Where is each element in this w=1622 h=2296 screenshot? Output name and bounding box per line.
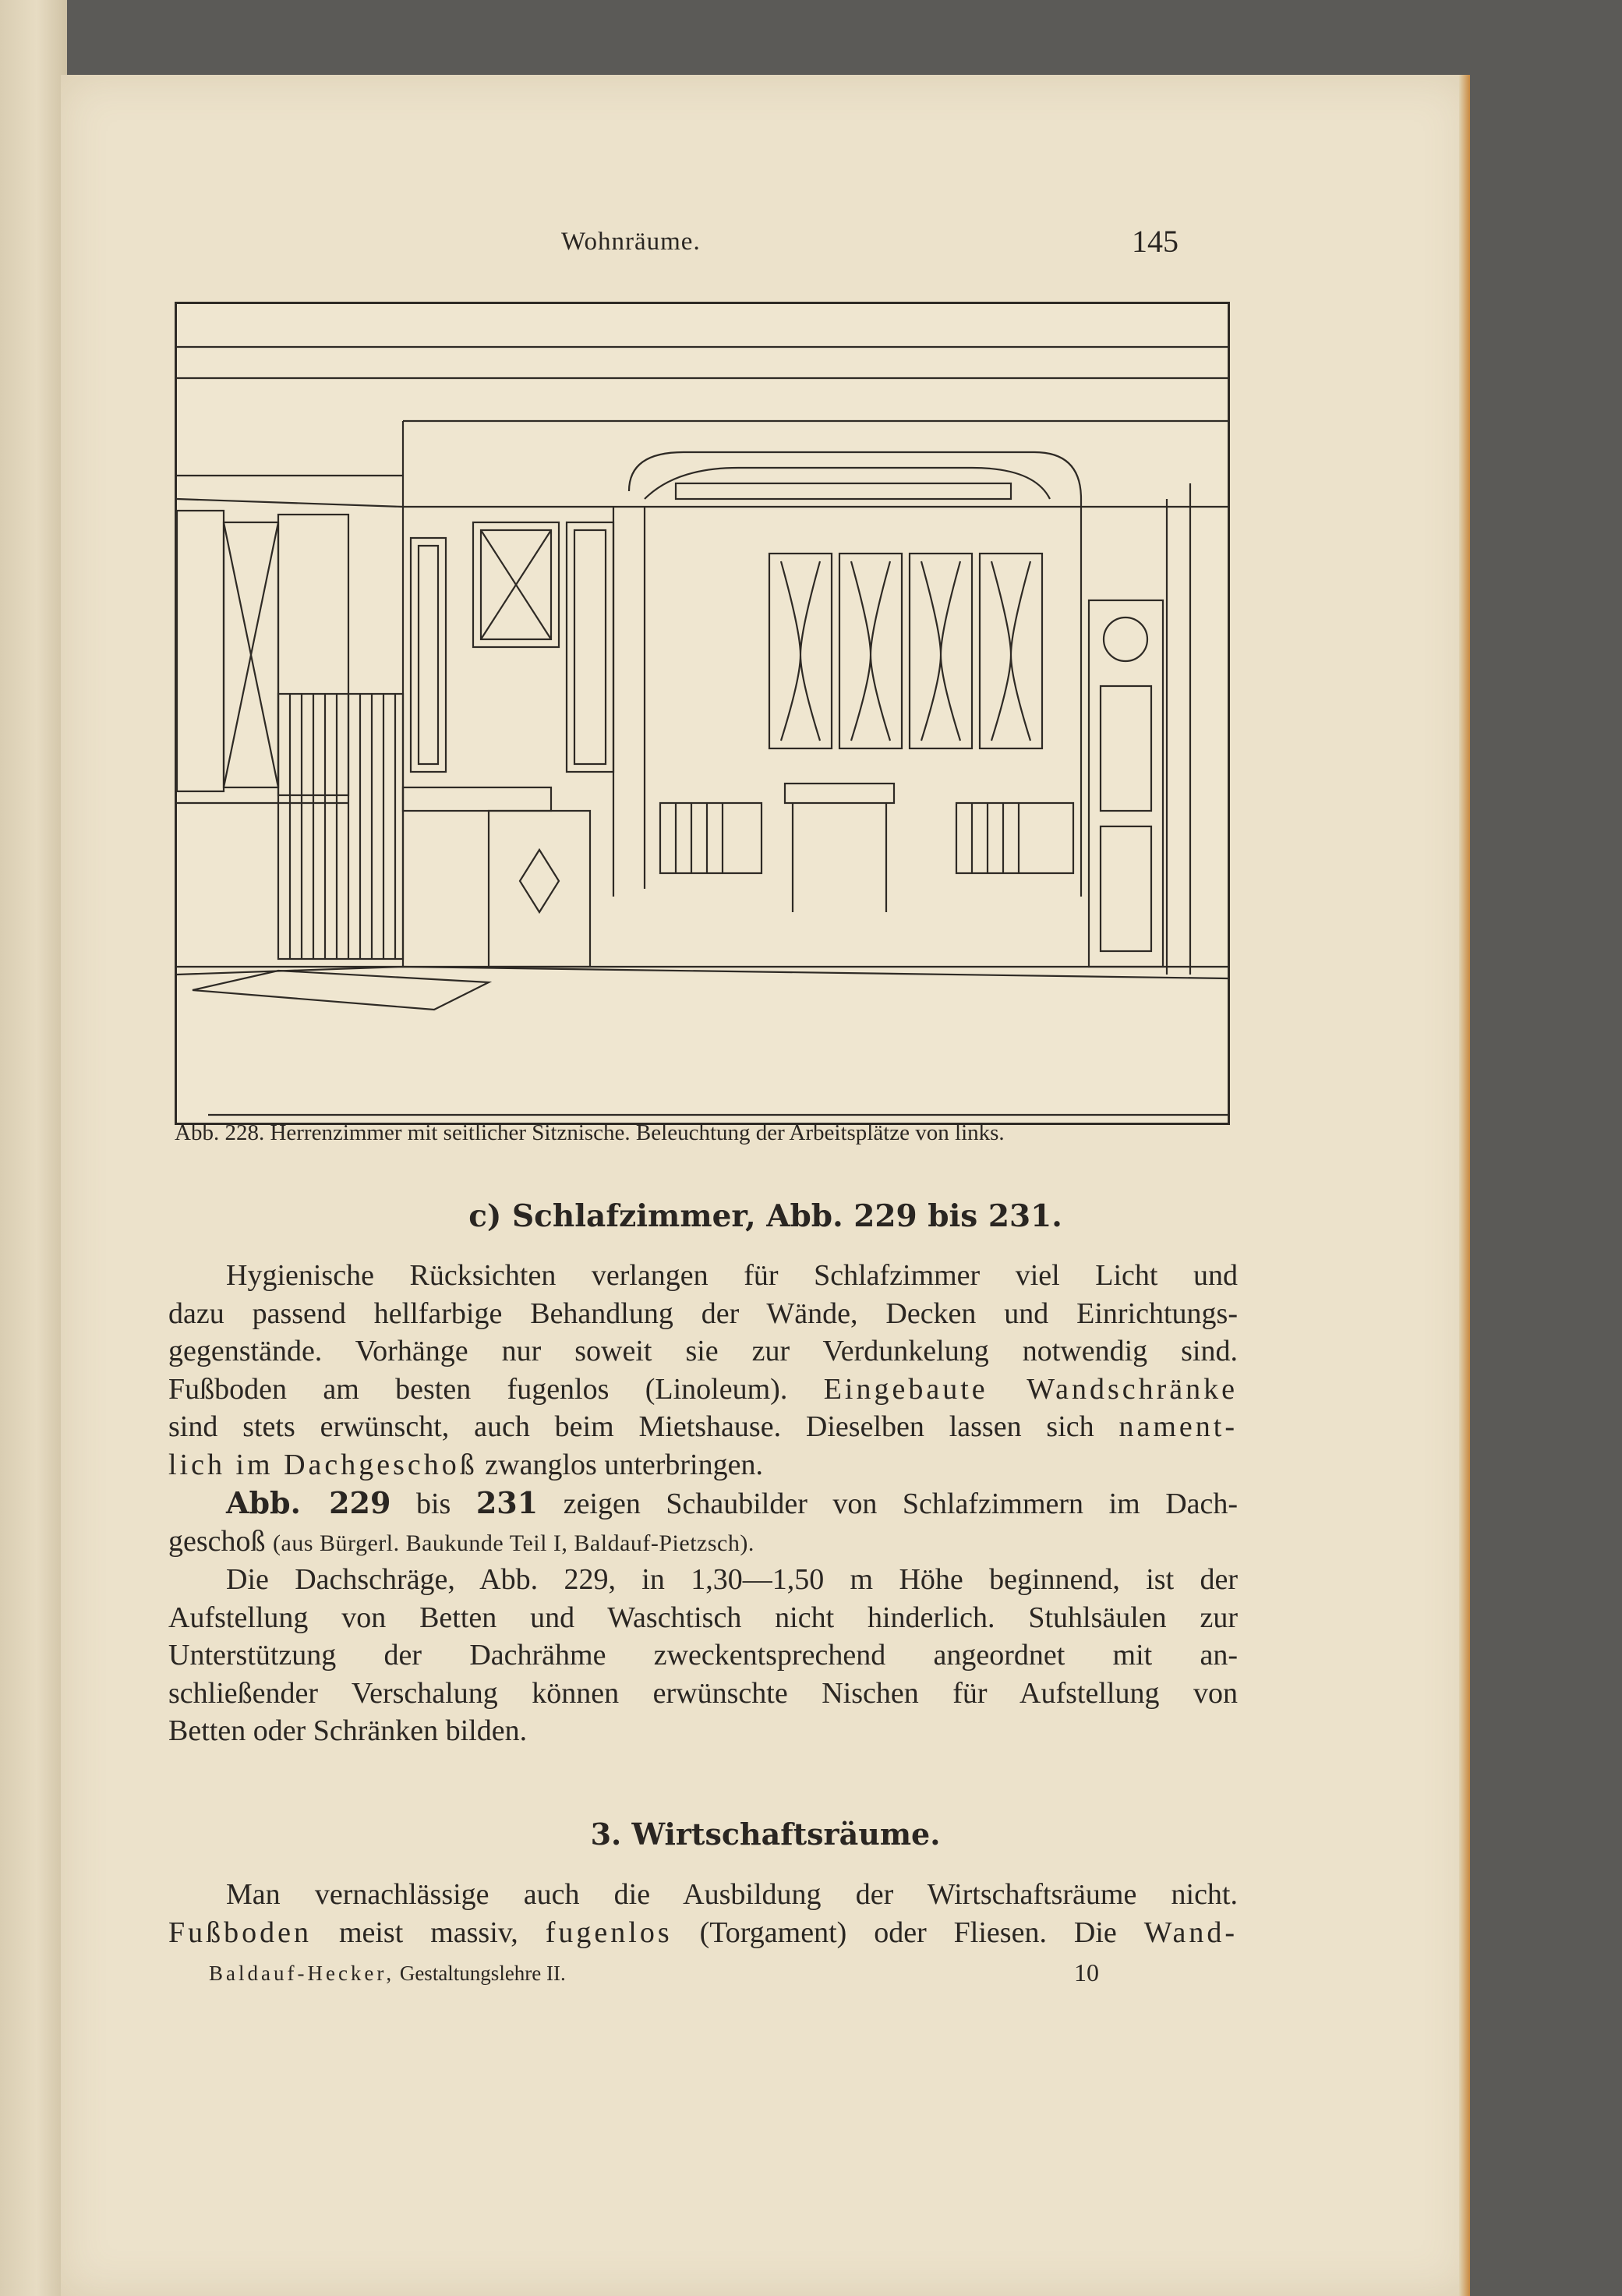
text-line (168, 1371, 1238, 1409)
page-edge (1459, 75, 1470, 2296)
emphasis-text: lich im Dachgeschoß (168, 1448, 478, 1481)
text-segment: sind stets erwünscht, auch beim Mietshause. Dieselben lassen sich (168, 1410, 1094, 1444)
section-heading-schlafzimmer: c) Schlafzimmer, Abb. 229 bis 231. (468, 1198, 1062, 1234)
footer-title: Gestaltungslehre II. (399, 1962, 566, 1985)
figure-caption: Abb. 228. Herrenzimmer mit seitlicher Sitznische. Beleuchtung der Arbeitsplätze von links. (175, 1120, 1005, 1145)
figure-illustration (175, 302, 1230, 1125)
emphasis-text: fugenlos (545, 1916, 673, 1949)
paragraph-abb-229 (168, 1484, 1238, 1560)
text-segment: geschoß (168, 1524, 266, 1558)
previous-page-edge (0, 0, 67, 2296)
text-line: schließender Verschalung können erwünschte Nischen für Aufstellung von (168, 1676, 1238, 1710)
page-footer (209, 1962, 566, 1986)
signature-mark: 10 (1074, 1958, 1099, 1986)
running-head: Wohnräume. (561, 228, 701, 256)
text-segment: Fußboden am besten fugenlos (Linoleum). (168, 1372, 788, 1406)
text-line (168, 1523, 1238, 1561)
footer-author: Baldauf-Hecker, (209, 1962, 395, 1985)
text-line: gegenstände. Vorhänge nur soweit sie zur Verdunkelung notwendig sind. (168, 1335, 1238, 1368)
text-segment: meist massiv, (338, 1916, 518, 1949)
text-line: Unterstützung der Dachrähme zweckentsprechend angeordnet mit an- (168, 1639, 1238, 1672)
text-segment: zeigen Schaubilder von Schlafzimmern im Dach- (563, 1488, 1239, 1520)
text-line (168, 1484, 1238, 1523)
text-segment: zwanglos unterbringen. (485, 1448, 763, 1481)
text-line: Betten oder Schränken bilden. (168, 1714, 528, 1748)
paragraph-schlafzimmer (168, 1257, 1238, 1484)
emphasis-text: Fußboden (168, 1916, 312, 1949)
text-line: Die Dachschräge, Abb. 229, in 1,30—1,50 m Höhe beginnend, ist der (226, 1563, 1238, 1596)
text-line (168, 1446, 1238, 1484)
text-segment: bis (415, 1488, 451, 1520)
page-number: 145 (1132, 224, 1179, 259)
emphasis-text: Eingebaute Wandschränke (823, 1372, 1239, 1406)
figure-reference: Abb. 229 (226, 1485, 391, 1520)
text-line: Hygienische Rücksichten verlangen für Schlafzimmer viel Licht und (226, 1259, 1238, 1292)
section-heading-wirtschaftsraeume: 3. Wirtschaftsräume. (590, 1817, 941, 1852)
emphasis-text: nament- (1118, 1410, 1238, 1444)
text-line: Man vernachlässige auch die Ausbildung der Wirtschaftsräume nicht. (226, 1878, 1238, 1911)
emphasis-text: Wand- (1143, 1916, 1239, 1949)
paragraph-dachschraege (168, 1561, 1238, 1750)
text-line (168, 1408, 1238, 1446)
figure-reference: 231 (475, 1485, 539, 1520)
text-line: Aufstellung von Betten und Waschtisch nicht hinderlich. Stuhlsäulen zur (168, 1601, 1238, 1634)
text-line (168, 1914, 1238, 1952)
page-header (0, 224, 1622, 267)
text-line: dazu passend hellfarbige Behandlung der Wände, Decken und Einrichtungs- (168, 1297, 1238, 1330)
text-segment: (Torgament) oder Fliesen. Die (699, 1916, 1117, 1949)
interior-drawing-icon (177, 304, 1228, 1123)
source-note: (aus Bürgerl. Baukunde Teil I, Baldauf-Pietzsch). (273, 1530, 754, 1556)
paragraph-wirtschaftsraeume (168, 1876, 1238, 1951)
